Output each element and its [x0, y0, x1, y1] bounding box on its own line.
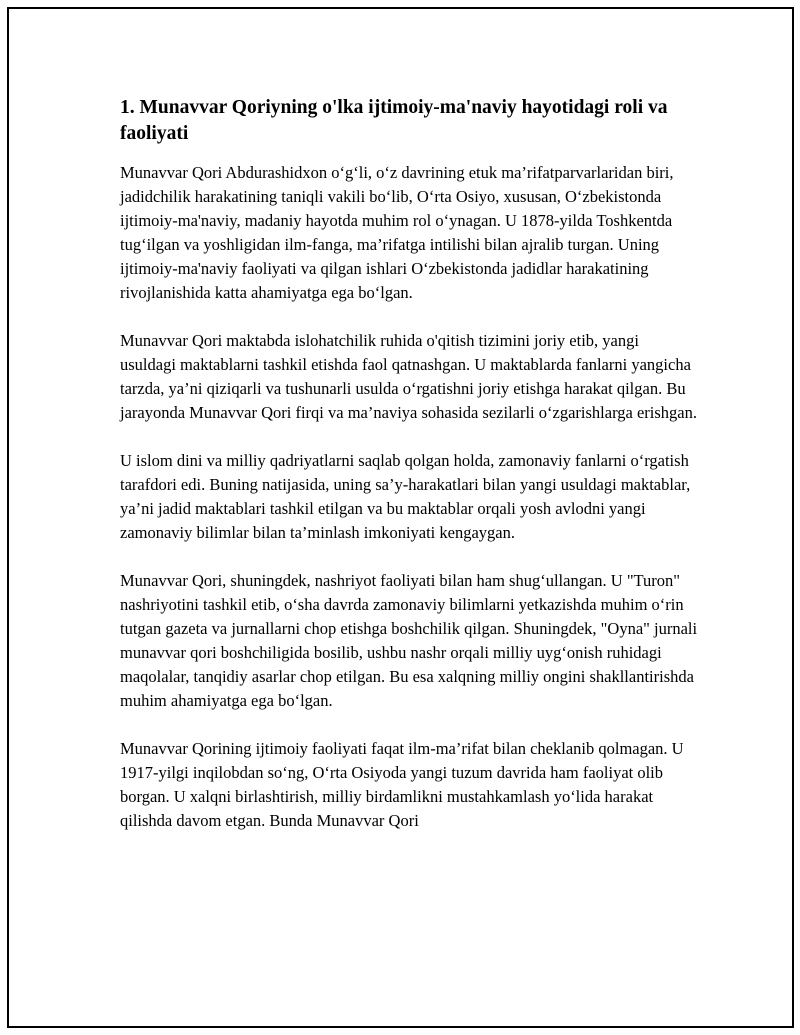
document-page [7, 7, 794, 1028]
section-heading: 1. Munavvar Qoriyning o'lka ijtimoiy-ma'naviy hayotidagi roli va faoliyati [120, 97, 668, 144]
document-body [120, 95, 698, 857]
paragraph-5: Munavvar Qorining ijtimoiy faoliyati faqat ilm-ma’rifat bilan cheklanib qolmagan. U 1917-yilgi inqilobdan so‘ng, O‘rta Osiyoda yangi tuzum davrida ham faoliyat olib borgan. U xalqni birlashtirish, milliy birdamlikni mustahkamlash yo‘lida harakat qilishda davom etgan. Bunda Munavvar Qori [120, 739, 684, 830]
paragraph-3: U islom dini va milliy qadriyatlarni saqlab qolgan holda, zamonaviy fanlarni o‘rgatish tarafdori edi. Buning natijasida, uning sa’y-harakatlari bilan yangi usuldagi maktablar, ya’ni jadid maktablari tashkil etilgan va bu maktablar orqali yosh avlodni yangi zamonaviy bilimlar bilan ta’minlash imkoniyati kengaygan. [120, 451, 691, 542]
paragraph-2: Munavvar Qori maktabda islohatchilik ruhida o'qitish tizimini joriy etib, yangi usuldagi maktablarni tashkil etishda faol qatnashgan. U maktablarda fanlarni yangicha tarzda, ya’ni qiziqarli va tushunarli usulda o‘rgatishni joriy etishga harakat qilgan. Bu jarayonda Munavvar Qori firqi va ma’naviya sohasida sezilarli o‘zgarishlarga erishgan. [120, 331, 697, 422]
paragraph-1: Munavvar Qori Abdurashidxon o‘g‘li, o‘z davrining etuk ma’rifatparvarlaridan biri, jadidchilik harakatining taniqli vakili bo‘lib, O‘rta Osiyo, xususan, O‘zbekistonda ijtimoiy-ma'naviy, madaniy hayotda muhim rol o‘ynagan. U 1878-yilda Toshkentda tug‘ilgan va yoshligidan ilm-fanga, ma’rifatga intilishi bilan ajralib turgan. Uning ijtimoiy-ma'naviy faoliyati va qilgan ishlari O‘zbekistonda jadidlar harakatining rivojlanishida katta ahamiyatga ega bo‘lgan. [120, 163, 674, 302]
paragraph-4: Munavvar Qori, shuningdek, nashriyot faoliyati bilan ham shug‘ullangan. U "Turon" nashriyotini tashkil etib, o‘sha davrda zamonaviy bilimlarni yetkazishda muhim o‘rin tutgan gazeta va jurnallarni chop etishga boshchilik qilgan. Shuningdek, "Oyna" jurnali munavvar qori boshchiligida bosilib, ushbu nashr orqali milliy uyg‘onish ruhidagi maqolalar, tanqidiy asarlar chop etilgan. Bu esa xalqning milliy ongini shakllantirishda muhim ahamiyatga ega bo‘lgan. [120, 571, 698, 710]
